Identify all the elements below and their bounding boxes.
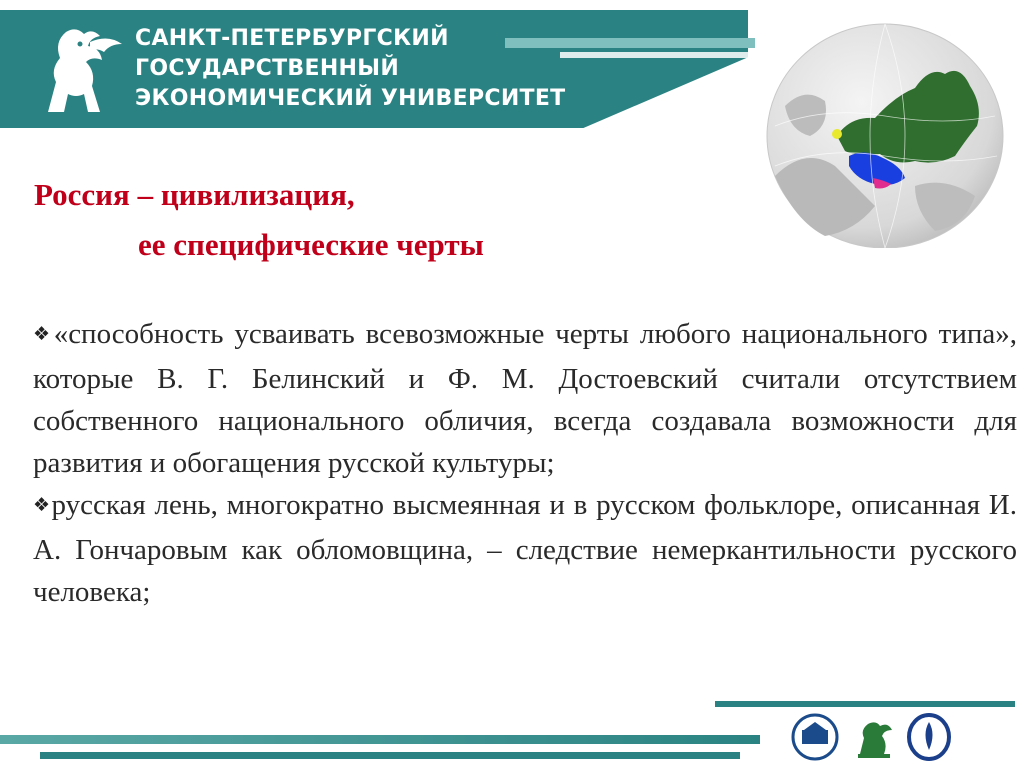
university-name-line-3: ЭКОНОМИЧЕСКИЙ УНИВЕРСИТЕТ <box>135 86 566 111</box>
header-stripe-light <box>560 52 750 58</box>
bullet-item <box>33 313 1017 484</box>
globe-map-icon <box>765 16 1005 248</box>
bullet-text: русская лень, многократно высмеянная и в русском фольклоре, описанная И. А. Гончаровым как обломовщина, – следствие немеркантильности русского человека; <box>33 489 1017 608</box>
bullet-text: «способность усваивать всевозможные черты любого национального типа», которые В. Г. Белинский и Ф. М. Достоевский считали отсутствием собственного национального обличия, всегда создавала возможности для развития и обогащения русской культуры; <box>33 318 1017 479</box>
finek-logo-icon <box>848 712 898 762</box>
footer-stripe <box>40 752 740 759</box>
inzhekon-logo-icon <box>790 712 840 762</box>
slide-body <box>33 313 1017 613</box>
diamond-bullet-icon: ❖ <box>33 323 54 345</box>
slide-title-line-2: ее специфические черты <box>138 227 484 262</box>
griffin-logo-icon <box>30 22 130 118</box>
slide-title <box>34 170 484 270</box>
institute-logo-icon <box>904 712 954 762</box>
bullet-item <box>33 484 1017 613</box>
university-name-line-2: ГОСУДАРСТВЕННЫЙ <box>135 56 400 81</box>
slide-title-line-1: Россия – цивилизация, <box>34 177 355 212</box>
university-name-line-1: САНКТ-ПЕТЕРБУРГСКИЙ <box>135 26 449 51</box>
diamond-bullet-icon: ❖ <box>33 494 52 516</box>
footer-stripe <box>715 701 1015 707</box>
footer-stripe <box>0 735 760 744</box>
university-name <box>135 24 565 114</box>
